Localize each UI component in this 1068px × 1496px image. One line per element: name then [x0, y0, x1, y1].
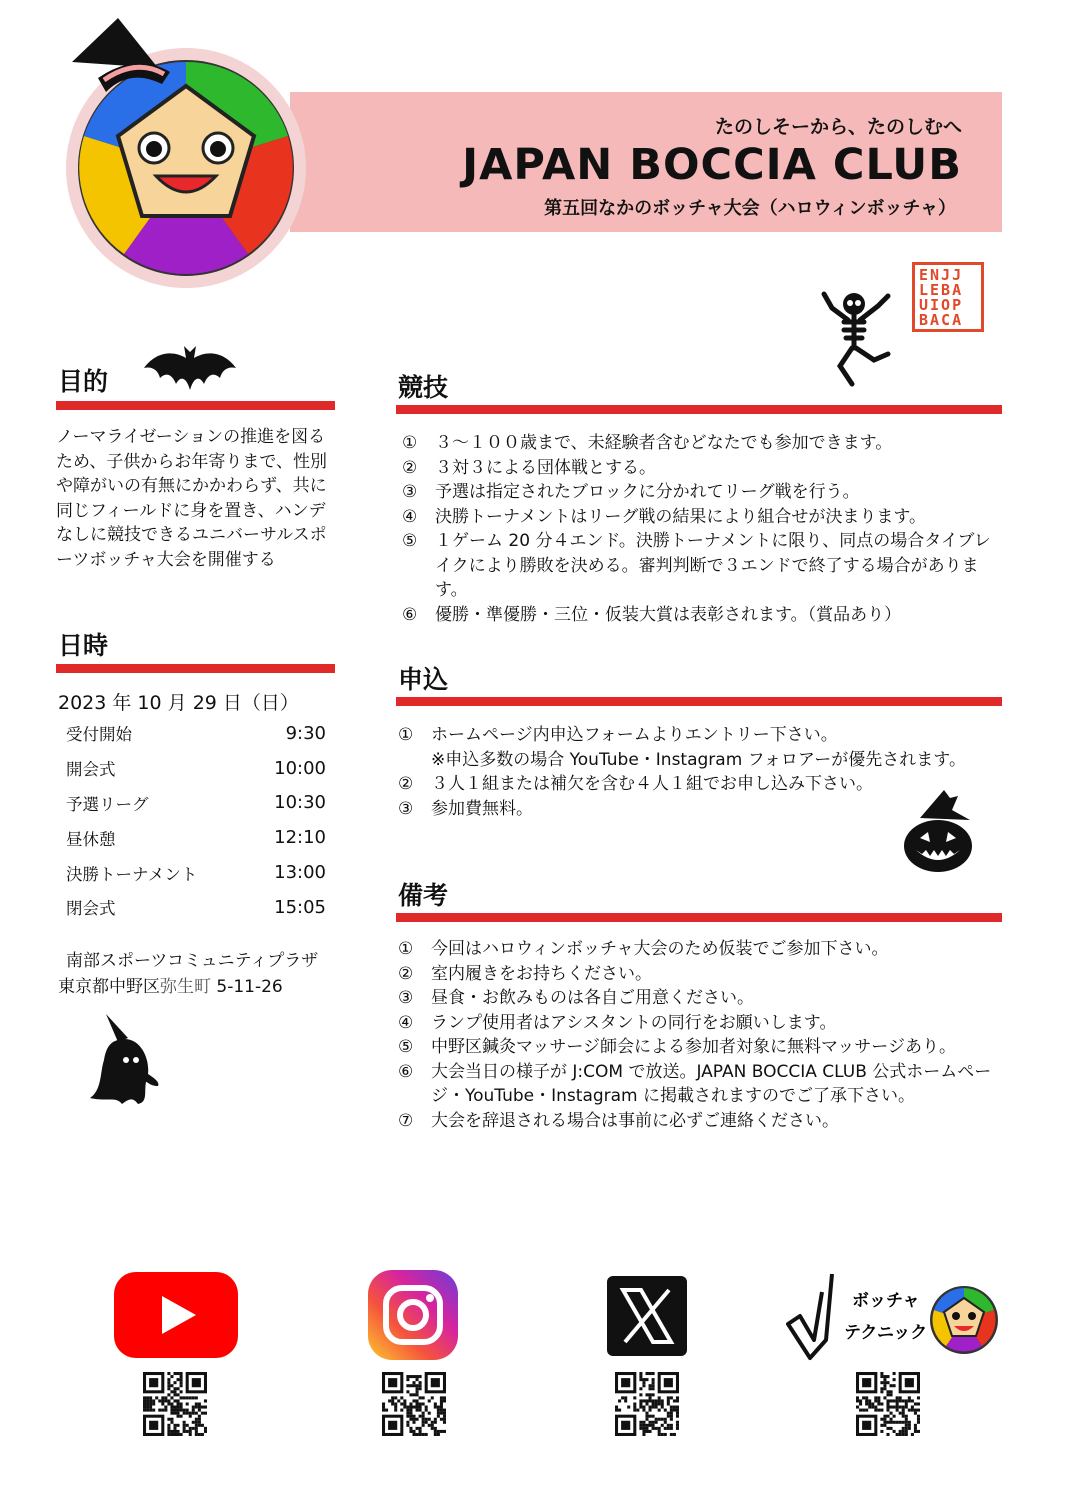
list-item [398, 962, 1004, 987]
item-number: ① [398, 725, 414, 745]
list-item [398, 1060, 1004, 1109]
list-item [402, 529, 1002, 603]
item-number: ① [402, 433, 418, 453]
list-item [402, 456, 1002, 481]
item-text: ３対３による団体戦とする。 [435, 457, 656, 478]
x-icon[interactable] [607, 1276, 687, 1356]
item-text: 中野区鍼灸マッサージ師会による参加者対象に無料マッサージあり。 [431, 1037, 956, 1057]
schedule-label: 閉会式 [66, 899, 116, 919]
instagram-icon[interactable] [368, 1270, 458, 1360]
address-town: 弥生町 [160, 977, 211, 997]
item-number: ⑤ [398, 1037, 414, 1057]
schedule-time: 9:30 [285, 722, 326, 744]
notes-list [398, 937, 1004, 1133]
schedule-row [66, 820, 326, 855]
schedule-row [66, 786, 326, 821]
list-item [398, 723, 1004, 748]
tagline: たのしそーから、たのしむへ [714, 116, 962, 138]
item-text: 参加費無料。 [431, 798, 533, 819]
skeleton-icon [818, 290, 898, 394]
list-item [402, 480, 1002, 505]
schedule-row [66, 716, 326, 751]
competition-heading: 競技 [398, 373, 449, 402]
list-item [402, 505, 1002, 530]
venue-address [58, 972, 283, 997]
witch-ghost-icon [88, 1012, 162, 1108]
list-item [398, 1011, 1004, 1036]
list-item [398, 1035, 1004, 1060]
purpose-divider [56, 401, 335, 410]
datetime-divider [56, 664, 335, 673]
technique-qr-code[interactable] [856, 1372, 920, 1436]
schedule-row [66, 890, 326, 925]
schedule-time: 12:10 [274, 827, 326, 849]
item-number: ② [402, 457, 418, 478]
schedule-time: 13:00 [274, 862, 326, 884]
list-item [402, 431, 1002, 456]
schedule-time: 10:00 [274, 757, 326, 779]
purpose-text: ノーマライゼーションの推進を図るため、子供からお年寄りまで、性別や障がいの有無にかかわらず、共に同じフィールドに身を置き、ハンデなしに競技できるユニバーサルスポーツボッチャ大会を開催する [56, 427, 327, 570]
item-number: ④ [402, 506, 418, 527]
x-qr-code[interactable] [615, 1372, 679, 1436]
item-number: ③ [402, 482, 418, 502]
item-text: 昼食・お飲みものは各自ご用意ください。 [431, 988, 754, 1008]
technique-label-2: テクニック [844, 1323, 928, 1343]
item-text: ホームページ内申込フォームよりエントリー下さい。 [431, 725, 838, 745]
schedule-row [66, 855, 326, 890]
item-text: 室内履きをお持ちください。 [431, 963, 652, 984]
item-number: ② [398, 963, 414, 984]
datetime-heading: 日時 [58, 631, 109, 660]
boccia-mascot-logo [58, 18, 308, 298]
item-number: ② [398, 774, 414, 794]
youtube-qr-code[interactable] [143, 1372, 207, 1436]
club-title: JAPAN BOCCIA CLUB [462, 140, 962, 190]
item-text: 優勝・準優勝・三位・仮装大賞は表彰されます。（賞品あり） [435, 604, 902, 625]
schedule-label: 開会式 [66, 760, 116, 780]
item-text: ランプ使用者はアシスタントの同行をお願いします。 [431, 1012, 837, 1033]
schedule-label: 昼休憩 [66, 829, 116, 849]
schedule-row [66, 751, 326, 786]
youtube-icon[interactable] [114, 1272, 238, 1358]
schedule-label: 決勝トーナメント [66, 864, 198, 884]
competition-divider [396, 405, 1002, 414]
venue-name: 南部スポーツコミュニティプラザ [66, 951, 319, 971]
event-title: 第五回なかのボッチャ大会（ハロウィンボッチャ） [544, 198, 956, 219]
schedule-label: 受付開始 [66, 725, 132, 745]
application-heading: 申込 [398, 665, 449, 694]
schedule-time: 10:30 [274, 792, 326, 814]
event-date: 2023 年 10 月 29 日（日） [58, 692, 299, 714]
item-number: ⑤ [402, 531, 418, 551]
notes-divider [396, 913, 1002, 922]
instagram-qr-code[interactable] [382, 1372, 446, 1436]
item-number: ⑦ [398, 1110, 414, 1131]
item-text: ３～１００歳まで、未経験者含むどなたでも参加できます。 [435, 433, 893, 453]
list-item [398, 937, 1004, 962]
application-note: ※申込多数の場合 YouTube・Instagram フォロアーが優先されます。 [431, 749, 966, 770]
club-stamp-logo: ENJJ LEBA UIOP BACA [912, 262, 984, 332]
item-text: 大会を辞退される場合は事前に必ずご連絡ください。 [431, 1110, 839, 1131]
item-text: 予選は指定されたブロックに分かれてリーグ戦を行う。 [435, 482, 860, 502]
notes-heading: 備考 [398, 881, 449, 910]
item-text: 今回はハロウィンボッチャ大会のため仮装でご参加下さい。 [431, 939, 889, 959]
application-divider [396, 697, 1002, 706]
item-number: ④ [398, 1012, 414, 1033]
purpose-heading: 目的 [58, 367, 109, 396]
competition-list [402, 431, 1002, 627]
item-text: 大会当日の様子が J:COM で放送。JAPAN BOCCIA CLUB 公式ホームページ・YouTube・Instagram に掲載されますのでご了承下さい。 [431, 1061, 992, 1106]
list-item [398, 1109, 1004, 1134]
schedule-time: 15:05 [274, 896, 326, 918]
pumpkin-witch-hat-icon [900, 788, 976, 874]
item-text: 決勝トーナメントはリーグ戦の結果により組合せが決まります。 [435, 506, 926, 527]
item-number: ⑥ [402, 604, 418, 625]
item-number: ③ [398, 798, 414, 819]
item-text: ３人１組または補欠を含む４人１組でお申し込み下さい。 [431, 774, 873, 794]
item-number: ③ [398, 988, 414, 1008]
list-item [402, 603, 1002, 628]
address-number: 5-11-26 [211, 977, 283, 997]
item-number: ① [398, 939, 414, 959]
schedule-label: 予選リーグ [66, 794, 149, 814]
item-text: １ゲーム 20 分４エンド。決勝トーナメントに限り、同点の場合タイブレイクにより勝敗を決める。審判判断で３エンドで終了する場合があります。 [435, 531, 991, 600]
list-item [398, 986, 1004, 1011]
technique-label-1: ボッチャ [852, 1291, 920, 1311]
boccia-technique-logo[interactable] [786, 1270, 1004, 1366]
address-ward: 東京都中野区 [58, 977, 160, 997]
schedule-list [66, 716, 326, 925]
bat-icon [142, 344, 238, 394]
item-number: ⑥ [398, 1061, 414, 1082]
